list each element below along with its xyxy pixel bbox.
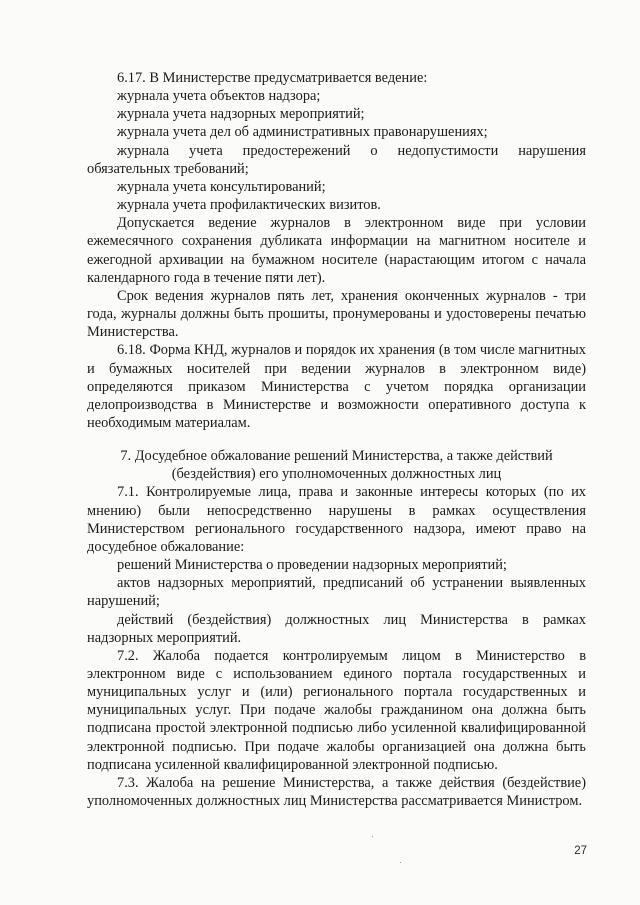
paragraph-7-3: 7.3. Жалоба на решение Министерства, а также действия (бездействие) уполномоченных должностных лиц Министерства рассматривается Министром. [87,774,586,810]
paragraph-7-1: 7.1. Контролируемые лица, права и законные интересы которых (по их мнению) были непосредственно нарушены в рамках осуществления Министерством регионального государственного надзора, имеют право на досудебное обжалование: [87,484,586,555]
paragraph-journal-storage: Срок ведения журналов пять лет, хранения оконченных журналов - три года, журналы должны быть прошиты, пронумерованы и удостоверены печатью Министерства. [87,287,586,341]
list-item-appeal-acts: актов надзорных мероприятий, предписаний об устранении выявленных нарушений; [87,575,586,610]
list-item-journal-objects: журнала учета объектов надзора; [117,88,321,105]
paragraph-6-17-intro: 6.17. В Министерстве предусматривается ведение: [117,70,428,86]
scan-speck [372,836,373,837]
paragraph-electronic-journals: Допускается ведение журналов в электронном виде при условии ежемесячного сохранения дубликата информации на магнитном носителе и ежегодной архивации на бумажном носителе (нарастающим итогом с начала календарного года в течение пяти лет). [87,215,586,286]
list-item-journal-offences: журнала учета дел об административных правонарушениях; [117,124,488,141]
list-item-journal-visits: журнала учета профилактических визитов. [117,197,381,214]
list-item-journal-measures: журнала учета надзорных мероприятий; [117,106,365,123]
section-7-heading-line-2: (бездействия) его уполномоченных должностных лиц [171,466,502,483]
section-7-heading-line-1: 7. Досудебное обжалование решений Министерства, а также действий [120,448,553,465]
paragraph-6-18: 6.18. Форма КНД, журналов и порядок их хранения (в том числе магнитных и бумажных носителей при ведении журналов в электронном виде) определяются приказом Министерства с учетом порядка организации делопроизводства в Министерстве и возможности оперативного доступа к необходимым материалам. [87,342,586,431]
document-body [87,69,586,810]
paragraph-7-2: 7.2. Жалоба подается контролируемым лицом в Министерство в электронном виде с использованием единого портала государственных и муниципальных услуг и (или) регионального портала государственных и муниципальных услуг. При подаче жалобы гражданином она должна быть подписана простой электронной подписью либо усиленной квалифицированной электронной подписью. При подаче жалобы организацией она должна быть подписана усиленной квалифицированной электронной подписью. [87,647,586,773]
list-item-appeal-actions: действий (бездействия) должностных лиц Министерства в рамках надзорных мероприятий. [87,611,586,646]
page-number: 27 [574,845,587,857]
list-item-appeal-decisions: решений Министерства о проведении надзорных мероприятий; [117,557,507,574]
scan-speck [400,862,401,863]
section-7-heading [87,447,586,483]
list-item-journal-warnings: журнала учета предостережений о недопустимости нарушения обязательных требований; [87,142,586,177]
list-item-journal-consultations: журнала учета консультирований; [117,178,326,195]
